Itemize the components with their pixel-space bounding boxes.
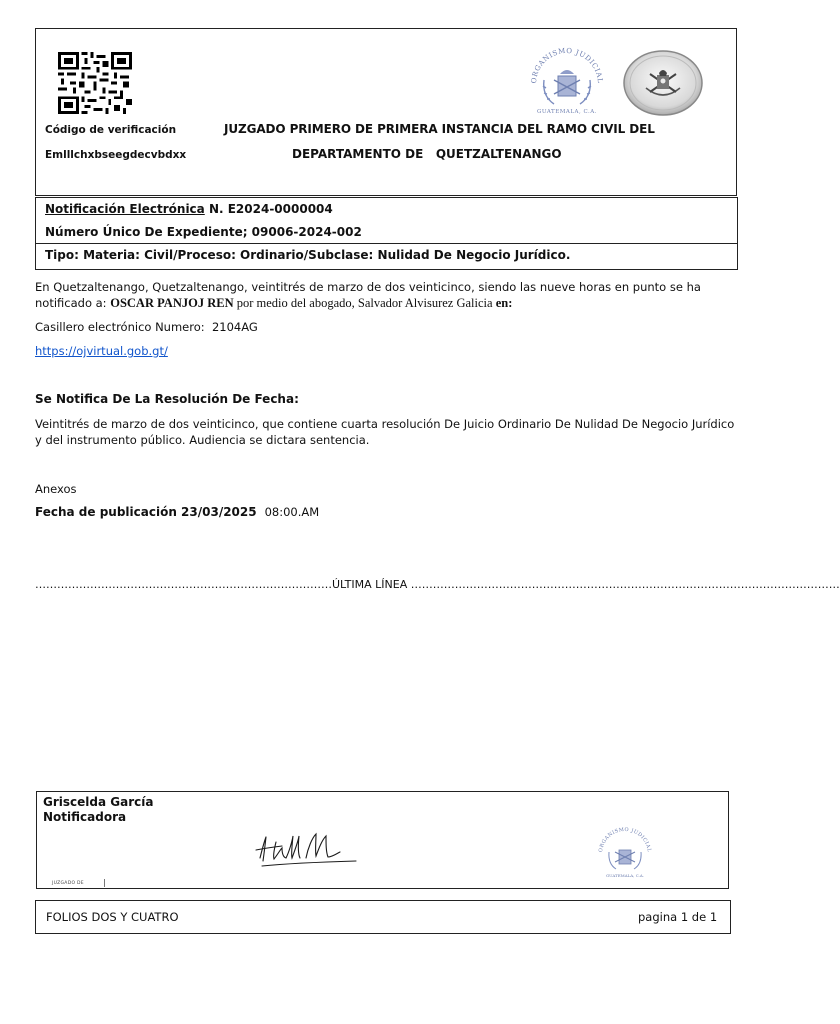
folios-label: FOLIOS DOS Y CUATRO — [46, 910, 179, 924]
coat-of-arms-icon — [622, 50, 704, 116]
notification-intro — [35, 279, 725, 311]
notifier-name: Griscelda García — [43, 795, 154, 809]
seal-top-text: ORGANISMO JUDICIAL — [529, 46, 605, 84]
resolution-heading: Se Notifica De La Resolución De Fecha: — [35, 392, 299, 406]
notification-number — [45, 202, 333, 216]
resolution-text: Veintitrés de marzo de dos veinticinco, que contiene cuarta resolución De Juicio Ordinario De Nulidad De Negocio Jurídico y del instrumento público. Audiencia se dictara sentencia. — [35, 417, 735, 447]
verification-label: Código de verificación — [45, 124, 177, 136]
stamp-fragment: JUZGADO DE — [52, 881, 84, 886]
last-line-marker: ………………………………………………………………………ÚLTIMA LÍNEA ……………………………………………………………………………………………………… — [35, 578, 840, 591]
seal-bottom-text: GUATEMALA, C.A. — [537, 109, 597, 115]
handwritten-signature — [252, 828, 364, 872]
notification-number-value: N. E2024-0000004 — [204, 202, 333, 216]
publication-date — [35, 505, 319, 519]
intro-text-2: por medio del abogado, Salvador Alvisurez Galicia — [233, 296, 496, 310]
recipient-name: OSCAR PANJOJ REN — [110, 296, 234, 310]
ojvirtual-link[interactable]: https://ojvirtual.gob.gt/ — [35, 344, 168, 358]
expediente-number: Número Único De Expediente; 09006-2024-002 — [45, 225, 362, 239]
small-seal-bottom-text: GUATEMALA, C.A. — [605, 873, 645, 878]
notifier-role: Notificadora — [43, 810, 127, 824]
electronic-mailbox-number: Casillero electrónico Numero: 2104AG — [35, 320, 258, 334]
publication-time: 08:00.AM — [264, 505, 320, 519]
intro-en: en: — [495, 296, 513, 310]
intro-text-1: En Quetzaltenango, Quetzaltenango, veintitrés de marzo de dos veinticinco, siendo las nueve horas en punto se ha notificado a: — [35, 280, 701, 310]
info-divider — [36, 243, 737, 244]
page-number: pagina 1 de 1 — [638, 910, 718, 924]
court-name-line-2: DEPARTAMENTO DE QUETZALTENANGO — [292, 147, 562, 161]
judicial-seal-small-icon — [595, 826, 655, 880]
notification-label: Notificación Electrónica — [45, 202, 205, 216]
svg-text:ORGANISMO JUDICIAL — [598, 827, 652, 853]
publication-label: Fecha de publicación 23/03/2025 — [35, 505, 257, 519]
qr-code-icon — [58, 52, 132, 114]
small-seal-top-text: ORGANISMO JUDICIAL — [598, 826, 652, 853]
verification-code: Emlllchxbseegdecvbdxx — [45, 149, 187, 161]
court-name-line-1: JUZGADO PRIMERO DE PRIMERA INSTANCIA DEL RAMO CIVIL DEL — [224, 122, 655, 136]
anexos-label: Anexos — [35, 482, 77, 496]
judicial-seal-icon — [524, 44, 610, 116]
case-type: Tipo: Materia: Civil/Proceso: Ordinario/Subclase: Nulidad De Negocio Jurídico. — [45, 248, 571, 262]
stamp-mark — [104, 879, 105, 887]
